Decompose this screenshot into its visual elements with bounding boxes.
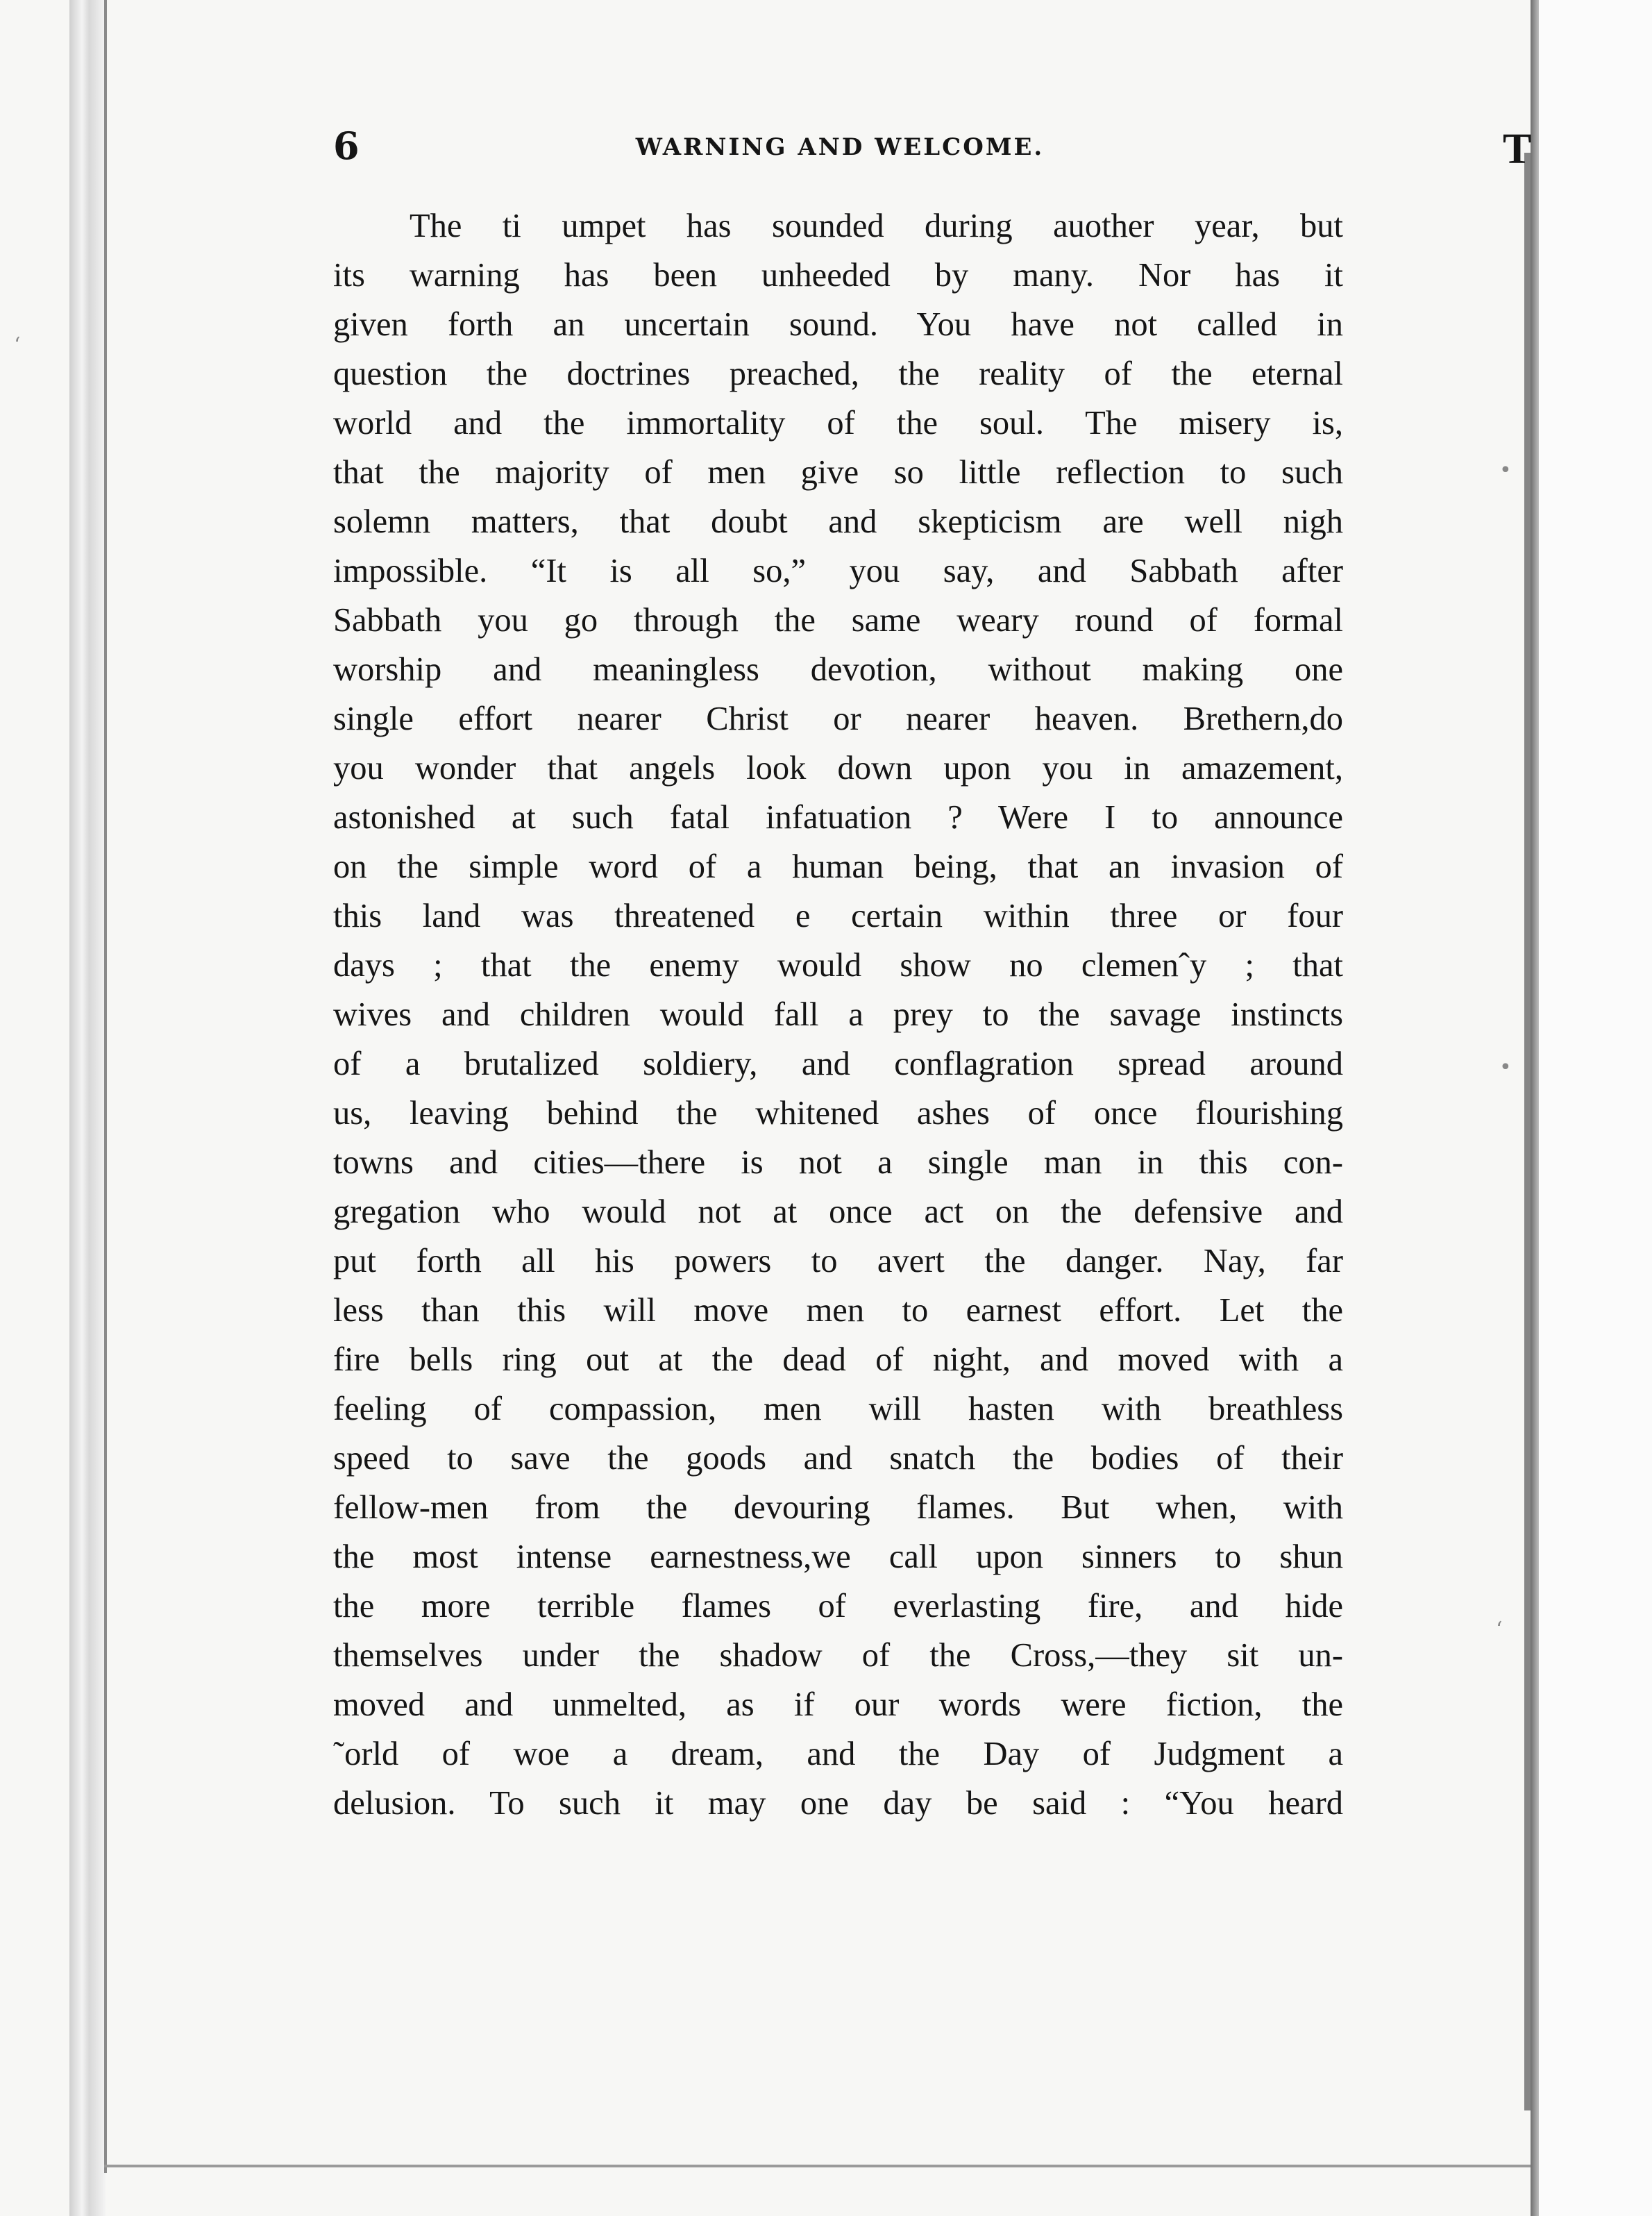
text-line: given forth an uncertain sound. You have not called in xyxy=(333,306,1343,343)
text-line: days ; that the enemy would show no clemenˆy ; that xyxy=(333,947,1343,984)
body-text xyxy=(333,201,1343,1828)
text-line: ˜orld of woe a dream, and the Day of Judgment a xyxy=(333,1736,1343,1772)
margin-mark: T xyxy=(1503,126,1532,173)
text-line: moved and unmelted, as if our words were fiction, the xyxy=(333,1686,1343,1723)
text-line: you wonder that angels look down upon you in amazement, xyxy=(333,750,1343,787)
text-line: put forth all his powers to avert the danger. Nay, far xyxy=(333,1243,1343,1279)
text-line: The ti umpet has sounded during auother year, but xyxy=(410,208,1343,244)
text-line: question the doctrines preached, the reality of the eternal xyxy=(333,355,1343,392)
text-line: towns and cities—there is not a single man in this con- xyxy=(333,1144,1343,1181)
page-right-edge xyxy=(1531,0,1539,2216)
text-line: Sabbath you go through the same weary round of formal xyxy=(333,602,1343,639)
page-bottom-border xyxy=(104,2165,1534,2167)
text-line: its warning has been unheeded by many. Nor has it xyxy=(333,257,1343,294)
page-header xyxy=(333,124,1347,179)
ink-smudge: • xyxy=(1499,1055,1512,1080)
text-line: themselves under the shadow of the Cross,—they sit un- xyxy=(333,1637,1343,1674)
text-line: solemn matters, that doubt and skepticism are well nigh xyxy=(333,503,1343,540)
text-line: that the majority of men give so little reflection to such xyxy=(333,454,1343,491)
page-left-border xyxy=(104,0,107,2173)
text-line: single effort nearer Christ or nearer heaven. Brethern,do xyxy=(333,700,1343,737)
text-line: worship and meaningless devotion, without making one xyxy=(333,651,1343,688)
text-line: us, leaving behind the whitened ashes of once flourishing xyxy=(333,1095,1343,1132)
ink-smudge: ‘ xyxy=(1496,1618,1503,1642)
page-spine-shadow xyxy=(69,0,106,2216)
text-line: the more terrible flames of everlasting fire, and hide xyxy=(333,1588,1343,1625)
ink-smudge: ‘ xyxy=(14,333,21,358)
page-number: 6 xyxy=(333,124,360,168)
text-line: fire bells ring out at the dead of night, and moved with a xyxy=(333,1341,1343,1378)
text-line: wives and children would fall a prey to the savage instincts xyxy=(333,996,1343,1033)
right-margin-area xyxy=(1539,0,1652,2216)
running-head: WARNING AND WELCOME. xyxy=(635,133,1045,161)
text-line: of a brutalized soldiery, and conflagration spread around xyxy=(333,1046,1343,1082)
text-line: gregation who would not at once act on the defensive and xyxy=(333,1193,1343,1230)
text-line: speed to save the goods and snatch the bodies of their xyxy=(333,1440,1343,1477)
text-line: world and the immortality of the soul. The misery is, xyxy=(333,405,1343,442)
text-line: the most intense earnestness,we call upon sinners to shun xyxy=(333,1538,1343,1575)
text-line: astonished at such fatal infatuation ? Were I to announce xyxy=(333,799,1343,836)
text-line: this land was threatened e certain within three or four xyxy=(333,898,1343,934)
ink-smudge: • xyxy=(1499,458,1512,482)
text-line: feeling of compassion, men will hasten with breathless xyxy=(333,1391,1343,1427)
text-line: impossible. “It is all so,” you say, and Sabbath after xyxy=(333,553,1343,589)
text-line: less than this will move men to earnest effort. Let the xyxy=(333,1292,1343,1329)
text-line: fellow-men from the devouring flames. But when, with xyxy=(333,1489,1343,1526)
text-line: on the simple word of a human being, that an invasion of xyxy=(333,848,1343,885)
text-line: delusion. To such it may one day be said : “You heard xyxy=(333,1785,1343,1822)
